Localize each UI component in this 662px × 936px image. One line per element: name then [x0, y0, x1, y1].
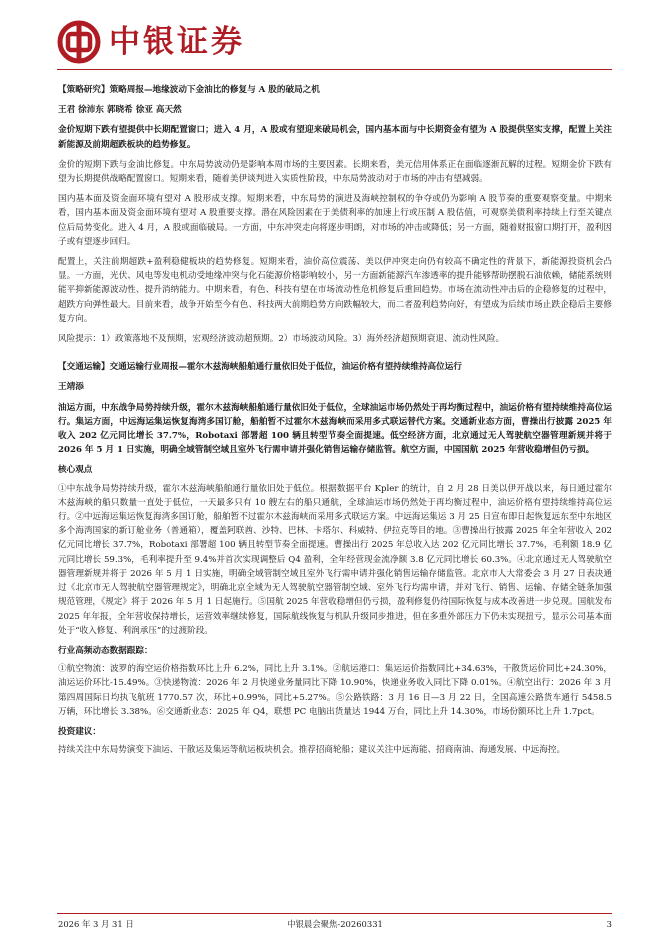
strategy-paragraph-fundamentals: 国内基本面及资金面环境有望对 A 股形成支撑。短期来看，中东局势的演进及海峡控制权的争夺或仍为影响 A 股节奏的重要观察变量。中期来看，国内基本面及资金面环境有望对 A 股重要支撑。潜在风险因素在于美债利率的加速上行或压制 A 股估值，可观察美债利率持续上行至关键点位后局势变化。进入 4 月，A 股或面临破局。一方面，中东冲突走向将逐步明朗，对市场的冲击或降低；另一方面，随着财报窗口期打开，盈利因子或有望逐步回归。	[58, 194, 612, 247]
strategy-paragraph-allocation: 配置上，关注前期超跌+盈利稳健板块的趋势修复。短期来看，油价高位震荡、美以伊冲突走向仍有较高不确定性的背景下，新能源投资机会凸显。一方面，光伏、风电等发电机动受地缘冲突与化石能源价格影响较小，另一方面新能源汽车渗透率的提升能够帮助摆脱石油依赖，储能系统则能平抑新能源波动性、提升消纳能力。中期来看，有色、科技有望在市场流动性危机修复后重回趋势。市场在流动性冲击后的企稳修复的过程中，超跌方向弹性最大。目前来看，战争开始至今有色、科技两大前期趋势方向跌幅较大，而二者盈利趋势向好，有望成为后续市场止跌企稳后主要修复方向。	[58, 257, 612, 324]
page-footer	[58, 917, 612, 931]
report-body	[58, 83, 612, 913]
industry-data-text: ①航空物流：波罗的海空运价格指数环比上升 6.2%，同比上升 3.1%。②航运港口：集运运价指数同比+34.63%，干散货运价同比+24.30%，油运运价环比-15.49%。③快递物流：2026 年 2 月快递业务量同比下降 10.90%，快递业务收入同比下降 0.01%。④航空出行：2026 年 3 月第四周国际日均执飞航班 1770.57 次，环比+0.99%，同比+5.27%。⑤公路铁路：3 月 16 日—3 月 22 日，全国高速公路货车通行 5458.5 万辆，环比增长 3.38%。⑥交通新业态：2025 年 Q4，联想 PC 电脑出货量达 1944 万台，同比上升 14.30%，市场份额环比上升 1.7pct。	[58, 664, 612, 717]
investment-advice-heading: 投资建议：	[58, 726, 101, 737]
bank-of-china-logo-icon	[57, 20, 101, 64]
transport-authors: 王靖添	[58, 382, 84, 393]
transport-summary: 油运方面，中东战争局势持续升级，霍尔木兹海峡船舶通行量依旧处于低位，全球油运市场仍然处于再均衡过程中，油运价格有望持续维持高位运行。集运方面，中远海运集运恢复海湾多国订舱，船舶暂不过霍尔木兹海峡而采用多式联运替代方案。交通新业态方面，曹操出行披露 2025 年收入 202 亿元同比增长 37.7%，Robotaxi 部署超 100 辆且转型节奏全面提速。低空经济方面，北京通过无人驾驶航空器管理新规并将于 2026 年 5 月 1 日实施，明确全域管制空域且室外飞行需申请并强化销售运输存储监管。航空方面，中国国航 2025 年营收稳增但仍亏损。	[58, 402, 612, 456]
core-views-text: ①中东战争局势持续升级，霍尔木兹海峡船舶通行量依旧处于低位。根据数据平台 Kpler 的统计，自 2 月 28 日美以伊开战以来，每日通过霍尔木兹海峡的船只数量一直处于低位，一天最多只有 10 艘左右的船只通航，全球油运市场仍然处于再均衡过程中，油运价格有望持续维持高位运行。②中远海运集运恢复海湾多国订舱，船舶暂不过霍尔木兹海峡而采用多式联运方案。中远海运集运 3 月 25 日宣布即日起恢复远东至中东地区多个海湾国家的新订舱业务（普通箱），覆盖阿联酋、沙特、巴林、卡塔尔、科威特、伊拉克等目的地。③曹操出行披露 2025 年全年营收入 202 亿元同比增长 37.7%，Robotaxi 部署超 100 辆且转型节奏全面提速。曹操出行 2025 年总收入达 202 亿元同比增长 37.7%，毛利额 18.9 亿元同比增长 59.3%，毛利率提升至 9.4%并首次实现调整后 Q4 盈利，全年经营现金流净额 3.8 亿元同比增长 60.3%。④北京通过无人驾驶航空器管理新规并将于 2026 年 5 月 1 日实施，明确全域管制空域且室外飞行需申请并强化销售运输存储监管。北京市人大常委会 3 月 27 日表决通过《北京市无人驾驶航空器管理规定》，明确北京全域为无人驾驶航空器管制空域、室外飞行均需申请，并对飞行、销售、运输、存储全链条加强规范管理，《规定》将于 2026 年 5 月 1 日起施行。⑤国航 2025 年营收稳增但仍亏损，盈利修复仍待国际恢复与成本改善进一步兑现。国航发布 2025 年年报，全年营收保持增长，运营效率继续修复，国际航线恢复与机队升级同步推进，但在多重外部压力下仍未实现扭亏，显示公司基本面处于“收入修复、利润承压”的过渡阶段。	[58, 483, 612, 636]
brand-name: 中银证券	[109, 24, 245, 60]
strategy-report-title: 【策略研究】策略周报—地缘波动下金油比的修复与 A 股的破局之机	[58, 85, 320, 95]
strategy-risk-note: 风险提示：1）政策落地不及预期，宏观经济波动超预期。2）市场波动风险。3）海外经济超预期衰退、流动性风险。	[58, 334, 505, 345]
transport-report-title: 【交通运输】交通运输行业周报—霍尔木兹海峡船舶通行量依旧处于低位，油运价格有望持续维持高位运行	[58, 362, 462, 373]
footer-document-name: 中银晨会聚焦-20260331	[287, 919, 383, 929]
strategy-authors: 王君 徐沛东 郭晓希 徐亚 高天然	[58, 105, 182, 116]
strategy-summary: 金价短期下跌有望提供中长期配置窗口；进入 4 月，A 股或有望迎来破局机会，国内基本面与中长期资金有望为 A 股提供坚实支撑，配置上关注新能源及前期超跌板块的趋势修复。	[58, 125, 612, 150]
industry-data-heading: 行业高频动态数据跟踪：	[58, 645, 153, 656]
page-number: 3	[606, 919, 612, 929]
header-divider	[57, 69, 612, 70]
investment-advice-text: 持续关注中东局势演变下油运、干散运及集运等航运板块机会。推荐招商轮船；建议关注中远海能、招商南油、海通发展、中远海控。	[58, 745, 566, 756]
strategy-paragraph-gold-oil: 金价的短期下跌与金油比修复。中东局势波动仍是影响本周市场的主要因素。长期来看，美元信用体系正在面临逐渐瓦解的过程。短期金价下跌有望为长期提供战略配置窗口。短期来看，随着美伊谈判进入实质性阶段，中东局势波动对于市场的冲击有望减弱。	[58, 159, 612, 185]
footer-date: 2026 年 3 月 31 日	[58, 919, 134, 929]
page-header	[57, 20, 617, 66]
footer-divider	[57, 913, 612, 914]
core-views-heading: 核心观点	[58, 465, 93, 476]
